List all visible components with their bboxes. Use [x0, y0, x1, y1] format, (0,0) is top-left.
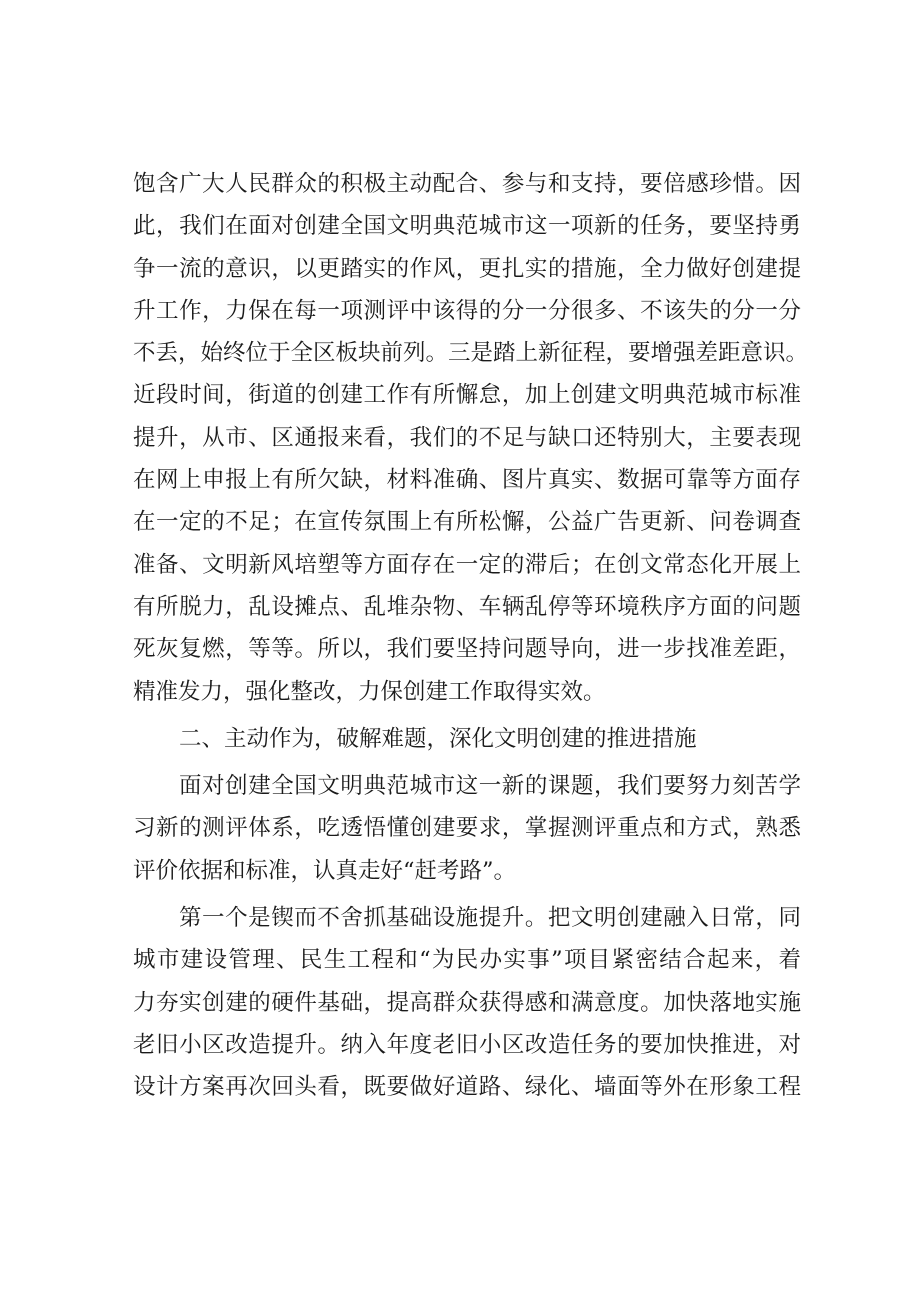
paragraph-3: [133, 897, 801, 1108]
document-body: [133, 163, 809, 1109]
paragraph-line: 不丢，始终位于全区板块前列。三是踏上新征程，要增强差距意识。: [133, 340, 809, 367]
paragraph-line: 第一个是锲而不舍抓基础设施提升。把文明创建融入日常，同: [179, 905, 801, 932]
paragraph-line: 在网上申报上有所欠缺，材料准确、图片真实、数据可靠等方面存: [133, 467, 801, 494]
paragraph-line: 力夯实创建的硬件基础，提高群众获得感和满意度。加快落地实施: [133, 989, 801, 1016]
paragraph-line: 设计方案再次回头看，既要做好道路、绿化、墙面等外在形象工程: [133, 1074, 801, 1101]
paragraph-line: 升工作，力保在每一项测评中该得的分一分很多、不该失的分一分: [133, 297, 801, 324]
paragraph-line: 在一定的不足；在宣传氛围上有所松懈，公益广告更新、问卷调查: [133, 509, 801, 536]
section-heading: 二、主动作为，破解难题，深化文明创建的推进措施: [179, 725, 697, 752]
paragraph-1: [133, 163, 809, 713]
paragraph-line: 近段时间，街道的创建工作有所懈怠，加上创建文明典范城市标准: [133, 382, 801, 409]
paragraph-line: 有所脱力，乱设摊点、乱堆杂物、车辆乱停等环境秩序方面的问题: [133, 593, 801, 620]
paragraph-line: 老旧小区改造提升。纳入年度老旧小区改造任务的要加快推进，对: [133, 1031, 801, 1058]
paragraph-line: 准备、文明新风培塑等方面存在一定的滞后；在创文常态化开展上: [133, 551, 801, 578]
paragraph-line: 死灰复燃，等等。所以，我们要坚持问题导向，进一步找准差距，: [133, 636, 801, 663]
paragraph-line: 此，我们在面对创建全国文明典范城市这一项新的任务，要坚持勇: [133, 213, 801, 240]
paragraph-line: 面对创建全国文明典范城市这一新的课题，我们要努力刻苦学: [179, 773, 801, 800]
paragraph-line: 争一流的意识，以更踏实的作风，更扎实的措施，全力做好创建提: [133, 255, 801, 282]
paragraph-line: 城市建设管理、民生工程和“为民办实事”项目紧密结合起来，着: [133, 947, 801, 974]
paragraph-2: [133, 765, 801, 892]
paragraph-line: 提升，从市、区通报来看，我们的不足与缺口还特别大，主要表现: [133, 424, 801, 451]
paragraph-line: 精准发力，强化整改，力保创建工作取得实效。: [133, 678, 606, 705]
paragraph-line: 评价依据和标准，认真走好“赶考路”。: [133, 857, 517, 884]
paragraph-line: 饱含广大人民群众的积极主动配合、参与和支持，要倍感珍惜。因: [133, 171, 801, 197]
paragraph-line: 习新的测评体系，吃透悟懂创建要求，掌握测评重点和方式，熟悉: [133, 815, 801, 842]
